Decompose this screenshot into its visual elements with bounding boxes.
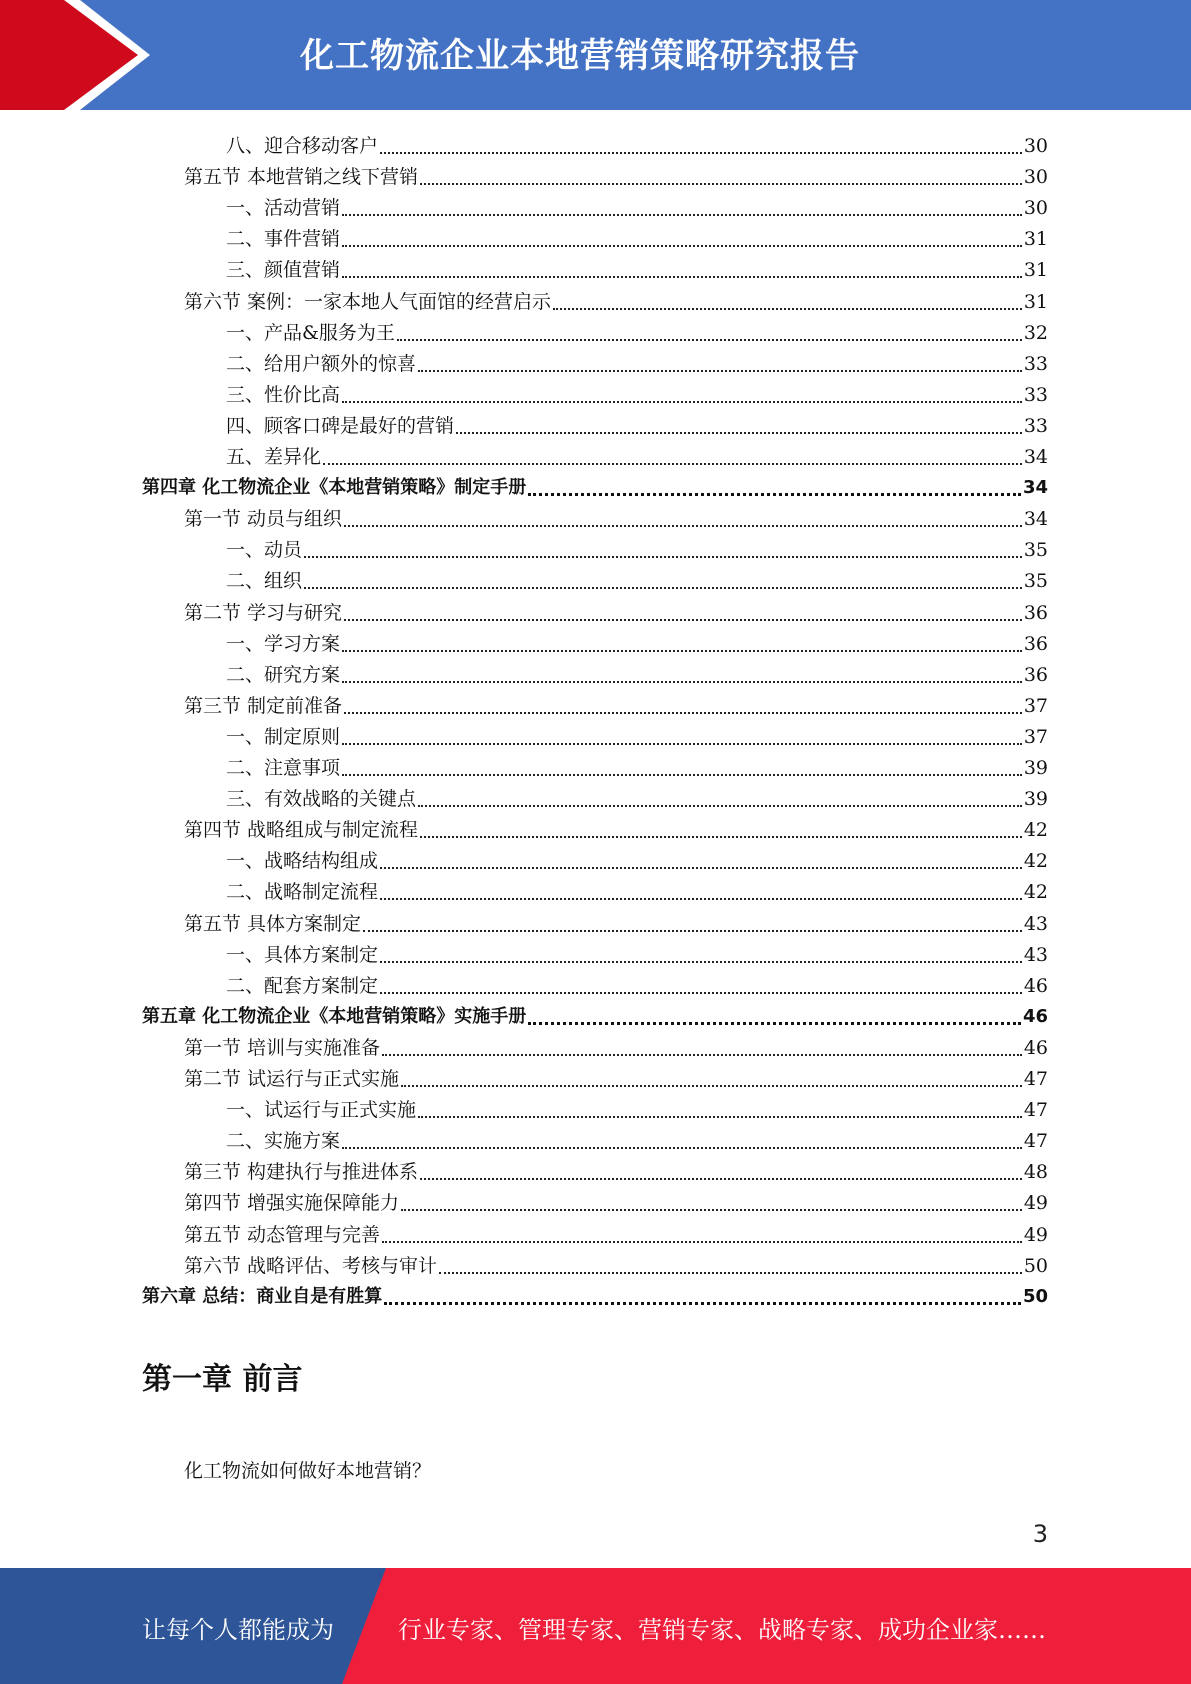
toc-entry-page: 32 [1023, 321, 1048, 344]
page-footer [0, 1568, 1191, 1684]
toc-dot-leader [401, 1193, 1022, 1211]
toc-entry[interactable] [226, 749, 1048, 780]
footer-slogan-left: 让每个人都能成为 [142, 1616, 334, 1644]
toc-dot-leader [382, 1225, 1022, 1243]
toc-entry[interactable] [226, 780, 1048, 811]
toc-entry-page: 33 [1023, 383, 1048, 406]
toc-dot-leader [342, 634, 1022, 652]
toc-entry-label: 第二节 试运行与正式实施 [184, 1068, 400, 1090]
toc-entry[interactable] [226, 376, 1048, 407]
toc-entry-label: 二、组织 [226, 570, 303, 593]
toc-entry-label: 一、制定原则 [226, 725, 341, 748]
toc-dot-leader [344, 696, 1022, 714]
toc-entry[interactable] [184, 1060, 1048, 1091]
toc-dot-leader [439, 1256, 1022, 1274]
toc-dot-leader [456, 416, 1022, 434]
toc-dot-leader [380, 882, 1022, 900]
toc-entry-page: 49 [1023, 1192, 1048, 1215]
toc-entry[interactable] [226, 220, 1048, 251]
toc-entry[interactable] [226, 936, 1048, 967]
toc-entry[interactable] [184, 500, 1048, 531]
toc-dot-leader [342, 758, 1022, 776]
toc-dot-leader [420, 820, 1022, 838]
toc-entry[interactable] [226, 314, 1048, 345]
toc-entry-label: 第六节 案例：一家本地人气面馆的经营启示 [184, 290, 552, 313]
toc-entry[interactable] [184, 811, 1048, 842]
toc-entry-page: 43 [1023, 943, 1048, 966]
toc-entry-label: 第一节 培训与实施准备 [184, 1036, 381, 1059]
toc-dot-leader [380, 851, 1022, 869]
toc-entry-label: 二、研究方案 [226, 663, 341, 686]
toc-entry-label: 第四节 战略组成与制定流程 [184, 819, 419, 842]
toc-entry-label: 第五节 本地营销之线下营销 [184, 166, 419, 189]
toc-entry[interactable] [226, 562, 1048, 593]
toc-entry-page: 42 [1023, 850, 1048, 873]
toc-entry[interactable] [184, 158, 1048, 189]
header-chevron-arrow [0, 0, 140, 110]
toc-entry-label: 一、活动营销 [226, 197, 341, 220]
page-header [0, 0, 1191, 110]
toc-entry-label: 八、迎合移动客户 [226, 135, 379, 157]
toc-entry-label: 四、顾客口碑是最好的营销 [226, 414, 455, 437]
toc-entry-page: 49 [1023, 1223, 1048, 1246]
toc-entry[interactable] [226, 873, 1048, 904]
toc-dot-leader [382, 1038, 1022, 1056]
toc-entry[interactable] [226, 718, 1048, 749]
toc-dot-leader [418, 789, 1022, 807]
toc-dot-leader [420, 1162, 1022, 1180]
toc-dot-leader [384, 1286, 1021, 1305]
toc-entry-page: 39 [1023, 757, 1048, 779]
toc-entry[interactable] [184, 1029, 1048, 1060]
toc-entry[interactable] [226, 656, 1048, 687]
toc-entry-label: 第二节 学习与研究 [184, 601, 343, 624]
toc-entry-label: 一、学习方案 [226, 632, 341, 655]
toc-entry-page: 31 [1023, 259, 1048, 282]
toc-entry[interactable] [226, 625, 1048, 656]
toc-entry-label: 第五节 动态管理与完善 [184, 1223, 381, 1246]
toc-dot-leader [528, 477, 1021, 496]
toc-entry-label: 第五节 具体方案制定 [184, 912, 362, 935]
toc-entry[interactable] [184, 687, 1048, 718]
toc-entry-page: 33 [1023, 352, 1048, 375]
toc-entry[interactable] [142, 1278, 1048, 1309]
toc-entry-label: 一、试运行与正式实施 [226, 1099, 417, 1122]
toc-entry-page: 30 [1023, 135, 1048, 157]
toc-entry-page: 31 [1023, 228, 1048, 251]
toc-entry-page: 34 [1022, 477, 1048, 499]
toc-dot-leader [363, 914, 1022, 932]
toc-dot-leader [323, 447, 1022, 465]
toc-entry-label: 一、动员 [226, 539, 303, 562]
toc-entry-label: 一、具体方案制定 [226, 943, 379, 966]
toc-entry-page: 31 [1023, 290, 1048, 313]
toc-entry-page: 36 [1023, 601, 1048, 624]
toc-entry-page: 50 [1023, 1254, 1048, 1277]
toc-dot-leader [342, 665, 1022, 683]
toc-entry-page: 34 [1023, 446, 1048, 468]
toc-entry-label: 第四章 化工物流企业《本地营销策略》制定手册 [142, 477, 527, 499]
toc-entry-label: 二、事件营销 [226, 228, 341, 251]
toc-dot-leader [418, 354, 1022, 372]
toc-entry-label: 第三节 制定前准备 [184, 694, 343, 717]
toc-entry-label: 三、性价比高 [226, 383, 341, 406]
toc-entry-page: 37 [1023, 694, 1048, 717]
toc-dot-leader [342, 727, 1022, 745]
toc-dot-leader [380, 945, 1022, 963]
toc-dot-leader [528, 1006, 1021, 1025]
toc-entry[interactable] [142, 469, 1048, 500]
toc-entry[interactable] [226, 967, 1048, 998]
toc-entry[interactable] [226, 438, 1048, 469]
toc-entry-page: 34 [1023, 508, 1048, 531]
chapter-heading: 第一章 前言 [142, 1362, 303, 1397]
body-paragraph: 化工物流如何做好本地营销？ [184, 1460, 432, 1482]
toc-dot-leader [344, 603, 1022, 621]
toc-dot-leader [380, 976, 1022, 994]
footer-slogan-right: 行业专家、管理专家、营销专家、战略专家、成功企业家…… [398, 1616, 1046, 1644]
toc-dot-leader [401, 1069, 1022, 1087]
toc-entry-page: 33 [1023, 414, 1048, 437]
toc-dot-leader [342, 260, 1022, 278]
toc-dot-leader [342, 198, 1022, 216]
toc-entry[interactable] [226, 407, 1048, 438]
toc-entry[interactable] [226, 127, 1048, 158]
toc-dot-leader [344, 509, 1022, 527]
toc-entry-page: 42 [1023, 881, 1048, 904]
toc-entry-page: 35 [1023, 539, 1048, 562]
toc-entry-page: 46 [1023, 974, 1048, 997]
toc-entry[interactable] [184, 1153, 1048, 1184]
toc-entry[interactable] [226, 842, 1048, 873]
toc-entry[interactable] [184, 1184, 1048, 1215]
toc-entry-label: 三、有效战略的关键点 [226, 788, 417, 811]
toc-entry-page: 48 [1023, 1161, 1048, 1184]
toc-entry-label: 二、战略制定流程 [226, 881, 379, 904]
toc-entry-label: 二、配套方案制定 [226, 974, 379, 997]
toc-dot-leader [342, 229, 1022, 247]
toc-entry[interactable] [184, 1216, 1048, 1247]
toc-entry-label: 三、颜值营销 [226, 259, 341, 282]
toc-entry-page: 36 [1023, 632, 1048, 655]
page-number: 3 [1032, 1520, 1048, 1548]
toc-entry-label: 第六节 战略评估、考核与审计 [184, 1254, 438, 1277]
toc-dot-leader [380, 136, 1022, 154]
toc-entry-label: 二、给用户额外的惊喜 [226, 352, 417, 375]
toc-entry-label: 一、战略结构组成 [226, 850, 379, 873]
toc-entry-page: 35 [1023, 570, 1048, 593]
toc-entry-label: 第三节 构建执行与推进体系 [184, 1161, 419, 1184]
toc-entry-page: 50 [1022, 1285, 1048, 1307]
toc-dot-leader [418, 1100, 1022, 1118]
toc-entry[interactable] [226, 531, 1048, 562]
toc-entry[interactable] [226, 251, 1048, 282]
toc-entry[interactable] [142, 998, 1048, 1029]
toc-entry-label: 第六章 总结：商业自是有胜算 [142, 1285, 383, 1307]
toc-entry-page: 43 [1023, 912, 1048, 935]
toc-entry-label: 第一节 动员与组织 [184, 508, 343, 531]
toc-entry[interactable] [184, 1247, 1048, 1278]
toc-entry-label: 二、实施方案 [226, 1130, 341, 1153]
toc-entry-page: 47 [1023, 1130, 1048, 1153]
toc-entry[interactable] [184, 283, 1048, 314]
toc-entry-label: 第四节 增强实施保障能力 [184, 1192, 400, 1215]
toc-entry-page: 42 [1023, 819, 1048, 842]
toc-entry[interactable] [226, 189, 1048, 220]
toc-entry-page: 36 [1023, 663, 1048, 686]
toc-entry[interactable] [184, 594, 1048, 625]
toc-entry-page: 47 [1023, 1068, 1048, 1090]
toc-entry[interactable] [226, 1122, 1048, 1153]
toc-dot-leader [304, 571, 1022, 589]
toc-entry-label: 一、产品&服务为王 [226, 321, 395, 344]
document-title: 化工物流企业本地营销策略研究报告 [300, 36, 860, 76]
toc-entry-page: 39 [1023, 788, 1048, 811]
toc-dot-leader [420, 167, 1022, 185]
toc-entry-label: 五、差异化 [226, 446, 322, 468]
toc-entry-page: 30 [1023, 197, 1048, 220]
toc-entry[interactable] [226, 1091, 1048, 1122]
toc-dot-leader [397, 323, 1022, 341]
toc-entry-label: 第五章 化工物流企业《本地营销策略》实施手册 [142, 1005, 527, 1027]
toc-dot-leader [342, 385, 1022, 403]
toc-dot-leader [304, 540, 1022, 558]
toc-entry-page: 37 [1023, 725, 1048, 748]
toc-entry[interactable] [184, 905, 1048, 936]
toc-entry[interactable] [226, 345, 1048, 376]
toc-entry-page: 30 [1023, 166, 1048, 189]
toc-entry-page: 46 [1023, 1036, 1048, 1059]
toc-entry-page: 46 [1022, 1005, 1048, 1027]
toc-dot-leader [342, 1131, 1022, 1149]
toc-dot-leader [553, 292, 1022, 310]
toc-entry-page: 47 [1023, 1099, 1048, 1122]
toc-entry-label: 二、注意事项 [226, 757, 341, 779]
